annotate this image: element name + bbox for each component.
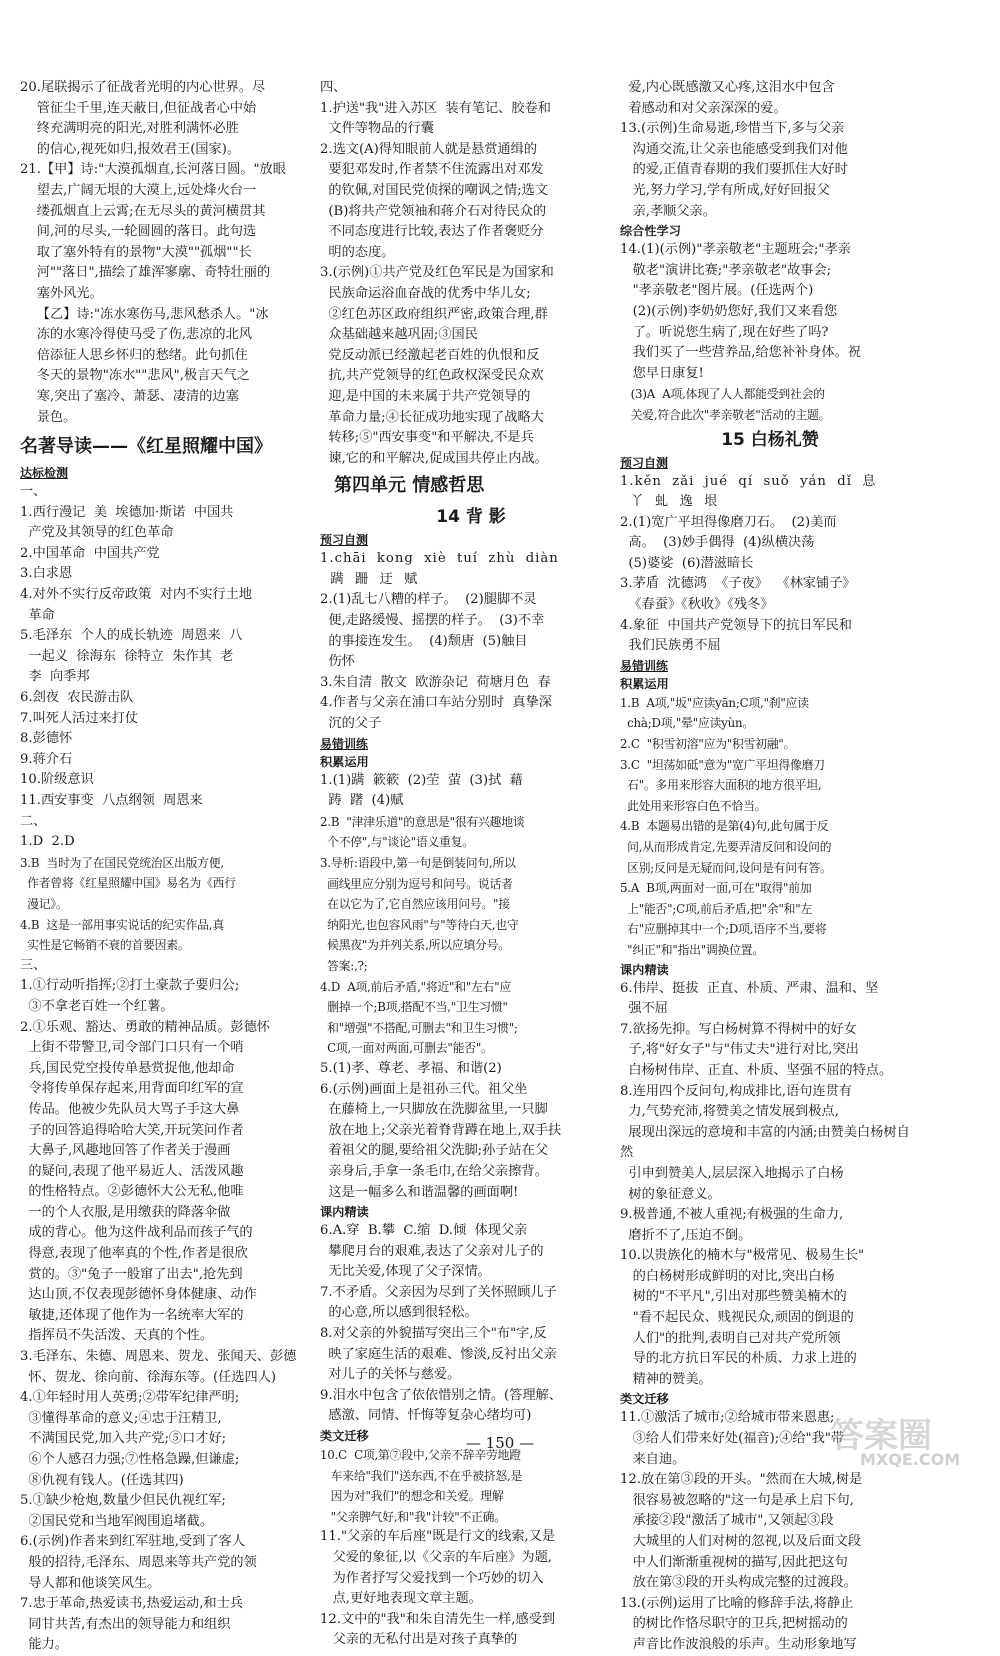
answer-explanation: 3.导析:语段中,第一句是倒装问句,所以 画线里应分别为逗号和问号。说话者 在以它为了,它自然应该用问号。"接 纳阳光,也包容风雨"与"等待白天,也守 候黑夜"为并列关系,所以应填分号。	[320, 856, 519, 953]
subsection-heading: 课内精读	[320, 1205, 369, 1220]
unit-title: 第四单元 情感哲思	[334, 475, 485, 497]
subsection-heading: 综合性学习	[620, 224, 681, 239]
answer-item: 1.(1)蹒 簌簌 (2)茔 萤 (3)拭 藉 踌 躇 (4)赋	[320, 772, 523, 809]
subsection-label: 达标检测	[20, 466, 69, 481]
answer-item: 9.蒋介石	[20, 751, 73, 767]
answer-column-middle	[320, 78, 622, 1651]
answer-item: 4.作者与父亲在浦口车站分别时 真挚深 沉的父子	[320, 695, 552, 732]
subsection-heading: 积累运用	[620, 676, 669, 691]
section-title: 名著导读——《红星照耀中国》	[20, 436, 272, 458]
answer-item: 12.放在第③段的开头。"然而在大城,树是 很容易被忽略的"这一句是承上启下句, 承接②段"激活了城市",又领起③段 大城里的人们对树的忽视,以及后面文段 中人们渐渐重视树的描写,因此把这句 放在第③段的开头构成完整的过渡段。	[620, 1472, 863, 1591]
page-number: — 150 —	[465, 1434, 535, 1452]
subsection-heading: 类文迁移	[320, 1429, 369, 1444]
answer-item: 5.①缺少枪炮,数量少但民仇视红军; ②国民党和当地军阀围追堵截。	[20, 1493, 226, 1529]
subsection-heading: 类文迁移	[620, 1392, 669, 1407]
answer-item: 3.毛泽东、朱德、周恩来、贺龙、张闻天、彭德 怀、贺龙、徐向前、徐海东等。(任选四人)	[20, 1349, 297, 1385]
answer-item: 四、	[320, 80, 347, 95]
answer-item: 三、	[20, 957, 47, 973]
answer-item: 20.尾联揭示了征战者光明的内心世界。尽 管征尘千里,连天蔽日,但征战者心中始 终充满明亮的阳光,对胜利满怀必胜 的信心,视死如归,报效君王(国家)。	[20, 80, 266, 157]
answer-item: 5.毛泽东 个人的成长轨迹 周恩来 八 一起义 徐海东 徐特立 朱作其 老 李 向季邦	[20, 628, 243, 685]
answer-item: 2.(1)乱七八糟的样子。 (2)腿脚不灵 便,走路缓慢、摇摆的样子。 (3)不幸 的事接连发生。 (4)颓唐 (5)触目 伤怀	[320, 592, 545, 670]
answer-item: 9.极普通,不被人重视;有极强的生命力, 磨折不了,压迫不倒。	[620, 1207, 844, 1243]
answer-item: 11."父亲的车后座"既是行文的线索,又是 父爱的象征,以《父亲的车后座》为题, 为作者抒写父爱找到一个巧妙的切入 点,更好地表现文章主题。	[320, 1529, 556, 1607]
answer-item: 11.西安事变 八点纲领 周恩来	[20, 793, 203, 808]
subsection-label: 预习自测	[620, 455, 669, 470]
answer-item: 5.(1)孝、尊老、孝福、和谐(2)	[320, 1060, 502, 1076]
answer-column-left	[20, 78, 302, 1656]
answer-item: 7.叫死人活过来打仗	[20, 710, 139, 726]
pinyin-item: 1.chāi kong xiè tuí zhù diàn 蹒 跚 迂 赋	[320, 551, 559, 587]
answer-item: 13.(示例)生命易逝,珍惜当下,多与父亲 沟通交流,让父亲也能感受到我们对他 的爱,正值青春期的我们要抓住大好时 光,努力学习,学有所成,好好回报父 亲,孝顺父亲。	[620, 121, 848, 219]
subsection-label: 预习自测	[320, 533, 369, 548]
answer-item: 6.A.穿 B.攀 C.缩 D.倾 体现父亲 攀爬月台的艰难,表达了父亲对儿子的 无比关爱,体现了父子深情。	[320, 1223, 544, 1280]
answer-item: 4.象征 中国共产党领导下的抗日军民和 我们民族勇不屈	[620, 617, 852, 654]
subsection-label: 易错训练	[620, 658, 669, 673]
answer-item: 3.朱自清 散文 欧游杂记 荷塘月色 春	[320, 674, 551, 690]
answer-explanation: 4.B 这是一部用事实说话的纪实作品,真 实性是它畅销不衰的首要因素。	[20, 917, 224, 953]
answer-item: 1.①行动听指挥;②打土豪款子要归公; ③不拿老百姓一个红薯。	[20, 978, 240, 1014]
answer-explanation: 10.C C项,第⑦段中,父亲不辞辛劳地蹬 车来给"我们"送东西,不在乎被挤怒,是 因为对"我们"的想念和关爱。理解 "父亲脾气好,和"我"计较"不正确。	[320, 1448, 523, 1524]
answer-item: 11.①激活了城市;②给城市带来恩惠; ③给人们带来好处(福音);④给"我"带 来自迪。	[620, 1410, 845, 1467]
answer-explanation: 3.B 当时为了在国民党统治区出版方便, 作者曾将《红星照耀中国》易名为《西行 漫记》。	[20, 855, 236, 911]
answer-item: 2.选文(A)得知眼前人就是悬赏通缉的 要犯邓发时,作者禁不住流露出对邓发 的钦佩,对国民党侦探的嘲讽之情;选文 (B)将共产党领袖和蒋介石对待民众的 不同态度进行比较,表达了作者褒贬分 明的态度。	[320, 141, 549, 260]
answer-item: 6.(示例)画面上是祖孙三代。祖父坐 在藤椅上,一只脚放在洗脚盆里,一只脚 放在地上;父亲光着脊背蹲在地上,双手扶 着祖父的腿,要给祖父洗脚;孙子站在父 亲身后,手拿一条毛巾,在给父亲擦背。 这是一幅多么和谐温馨的画面啊!	[320, 1081, 562, 1200]
answer-item: 1.D 2.D	[20, 834, 75, 850]
answer-item: 12.文中的"我"和朱自清先生一样,感受到 父亲的无私付出是对孩子真挚的	[320, 1611, 556, 1648]
answer-item: 2.中国革命 中国共产党	[20, 545, 160, 561]
answer-item: 3.白求恩	[20, 566, 73, 582]
answer-explanation: 2.C "积雪初溶"应为"积雪初融"。	[620, 737, 796, 752]
answer-explanation: 2.B "津津乐道"的意思是"很有兴趣地谈 个不停",与"谈论"语义重复。	[320, 814, 525, 850]
answer-explanation: 3.C "坦荡如砥"意为"宽广平坦得像磨刀 石"。多用来形容大面积的地方很平坦, 此处用来形容白色不恰当。	[620, 757, 825, 813]
watermark-text: 答案圈	[830, 1416, 932, 1456]
answer-item: 8.对父亲的外貌描写突出三个"布"字,反 映了家庭生活的艰难、惨淡,反衬出父亲 对儿子的关怀与慈爱。	[320, 1326, 557, 1383]
subsection-heading: 课内精读	[620, 962, 669, 977]
answer-item: 8.连用四个反问句,构成排比,语句连贯有 力,气势充沛,将赞美之情发展到极点, 展现出深远的意境和丰富的内涵;由赞美白杨树自然 引申到赞美人,层层深入地揭示了白杨 树的象征意义。	[620, 1083, 910, 1202]
answer-item: 8.彭德怀	[20, 731, 73, 747]
subsection-heading: 积累运用	[320, 754, 369, 769]
answer-item: 9.泪水中包含了依依惜别之情。(答理解、 感激、同情、忏悔等复杂心绪均可)	[320, 1387, 562, 1424]
answer-item: 3.(示例)①共产党及红色军民是为国家和 民族命运浴血奋战的优秀中华儿女; ②红色苏区政府组织严密,政策合理,群 众基础越来越巩固;③国民 党反动派已经激起老百姓的仇恨和反 抗,共产党领导的红色政权深受民众欢 迎,是中国的未来属于共产党领导的 革命力量;④长征成功地实现了战略大 转移;⑤"西安事变"和平解决,不是兵 谏,它的和平解决,促成国共停止内战。	[320, 265, 554, 466]
answer-item: 1.护送"我"进入苏区 装有笔记、胶卷和 文件等物品的行囊	[320, 100, 551, 137]
answer-item: 21.【甲】诗:"大漠孤烟直,长河落日圆。"放眼 望去,广阔无垠的大漠上,远处烽火台一 缕孤烟直上云霄;在无尽头的黄河横贯其 间,河的尽头,一轮圆圆的落日。此句选 取了塞外特有的景物"大漠""孤烟""长 河""落日",描绘了雄浑寥廓、奇特壮丽的 塞外风光。	[20, 162, 286, 301]
answer-item: 3.茅盾 沈德鸿 《子夜》 《林家铺子》 《春蚕》《秋收》《残冬》	[620, 576, 856, 613]
answer-item: 【乙】诗:"冻水寒伤马,悲风愁杀人。"冰 冻的水寒冷得使马受了伤,悲凉的北风 倍添征人思乡怀归的愁绪。此句抓住 冬天的景物"冻水""悲风",极言天气之 寒,突出了塞冷、萧瑟、凄清的边塞 景色。	[36, 306, 269, 425]
answer-explanation: 答案:,?;	[320, 958, 368, 973]
answer-item: 6.刽夜 农民游击队	[20, 690, 134, 706]
answer-item: 2.(1)宽广平坦得像磨刀石。 (2)美而 高。 (3)妙手偶得 (4)纵横决荡 (5)婆娑 (6)潜滋暗长	[620, 514, 837, 571]
watermark-url: MXQE.COM	[860, 1450, 961, 1469]
answer-item: 7.不矛盾。父亲因为尽到了关怀照顾儿子 的心意,所以感到很轻松。	[320, 1284, 557, 1321]
answer-item: (2)(示例)李奶奶您好,我们又来看您 了。听说您生病了,现在好些了吗? 我们买了一些营养品,给您补补身体。祝 您早日康复!	[632, 303, 861, 381]
answer-explanation: 4.D A项,前后矛盾,"将近"和"左右"应 删掉一个;B项,搭配不当,"卫生习惯" 和"增强"不搭配,可删去"和卫生习惯"; C项,一面对两面,可删去"能否"。	[320, 979, 518, 1056]
answer-item: 10.阶级意识	[20, 772, 94, 788]
answer-item: 7.忠于革命,热爱读书,热爱运动,和士兵 同甘共苦,有杰出的领导能力和组织 能力。	[20, 1596, 243, 1653]
answer-item: 4.①年轻时用人英勇;②带军纪律严明; ③懂得革命的意义;④忠于汪精卫, 不满国民党,加入共产党;⑤口才好; ⑥个人感召力强;⑦性格急躁,但谦虚; ⑧仇视有钱人。(任选其四)	[20, 1390, 240, 1488]
answer-item: 2.①乐观、豁达、勇敢的精神品质。彭德怀 上街不带警卫,司令部门口只有一个哨 兵,国民党空投传单悬赏捉他,他却命 令将传单保存起来,用背面印红军的宣 传品。他被少先队员大骂子手这大鼻 子的回答追得哈哈大笑,开玩笑问作者 大鼻子,风趣地回答了作者关于漫画 的疑问,表现了他平易近人、活泼风趣 的性格特点。②彭德怀大公无私,他唯 一的个人衣服,是用缴获的降落伞做 成的背心。他为这件战利品而孩子气的 得意,表现了他率真的个性,作者是很欣 赏的。③"兔子一般窜了出去",抢先到 达山顶,不仅表现彭德怀身体健康、动作 敏捷,还体现了他作为一名统率大军的 指挥员不失活泼、天真的个性。	[20, 1019, 270, 1344]
answer-item: 一、	[20, 484, 47, 500]
answer-item: 10.以贵族化的楠木与"极常见、极易生长" 的白杨树形成鲜明的对比,突出白杨 树的"不平凡",引出对那些赞美楠木的 "看不起民众、贱视民众,顽固的倒退的 人们"的批判,表明自己对共产党所领 导的北方抗日军民的朴质、力求上进的 精神的赞美。	[620, 1248, 865, 1387]
answer-item: 14.(1)(示例)"孝亲敬老"主题班会;"孝亲 敬老"演讲比赛;"孝亲敬老"故事会; "孝亲敬老"图片展。(任选两个)	[620, 242, 851, 299]
watermark-logo	[830, 1418, 995, 1468]
lesson-title: 14 背 影	[436, 507, 506, 528]
answer-explanation: (3)A A项,体现了人人都能受到社会的 关爱,符合此次"孝亲敬老"活动的主题。	[630, 387, 831, 422]
answer-explanation: 1.B A项,"坂"应读yān;C项,"刹"应读 chà;D项,"晕"应读yùn。	[620, 695, 809, 731]
answer-item: 7.欲扬先抑。写白杨树算不得树中的好女 子,将"好女子"与"伟丈夫"进行对比,突出 白杨树伟岸、正直、朴质、坚强不屈的特点。	[620, 1021, 893, 1078]
answer-item: 爱,内心既感激又心疼,这泪水中包含 着感动和对父亲深深的爱。	[628, 80, 835, 116]
answer-item: 二、	[20, 813, 47, 829]
subsection-label: 易错训练	[320, 736, 369, 751]
pinyin-item: 1.kěn zǎi jué qí suǒ yán dǐ 息 丫 虬 逸 垠	[620, 473, 877, 510]
answer-explanation: 4.B 本题易出错的是第(4)句,此句属于反 问,从而形成肯定,先要弄清反问和设问的 区别;反问是无疑而问,设问是有问有答。	[620, 819, 832, 875]
answer-item: 6.(示例)作者来到红军驻地,受到了客人 般的招待,毛泽东、周恩来等共产党的领 导人都和他谈笑风生。	[20, 1534, 257, 1591]
answer-explanation: 5.A B项,两面对一面,可在"取得"前加 上"能否";C项,前后矛盾,把"余"和"左 右"应删掉其中一个;D项,语序不当,要将 "纠正"和"指出"调换位置。	[620, 881, 827, 957]
answer-item: 6.伟岸、挺拔 正直、朴质、严肃、温和、坚 强不屈	[620, 980, 879, 1017]
answer-item: 4.对外不实行反帝政策 对内不实行土地 革命	[20, 587, 252, 623]
answer-item: 1.西行漫记 美 埃德加·斯诺 中国共 产党及其领导的红色革命	[20, 504, 234, 541]
lesson-title: 15 白杨礼赞	[721, 429, 819, 450]
answer-item: 13.(示例)运用了比喻的修辞手法,将静止 的树比作恪尽职守的卫兵,把树摇动的 声音比作波浪般的乐声。生动形象地写	[620, 1595, 857, 1652]
